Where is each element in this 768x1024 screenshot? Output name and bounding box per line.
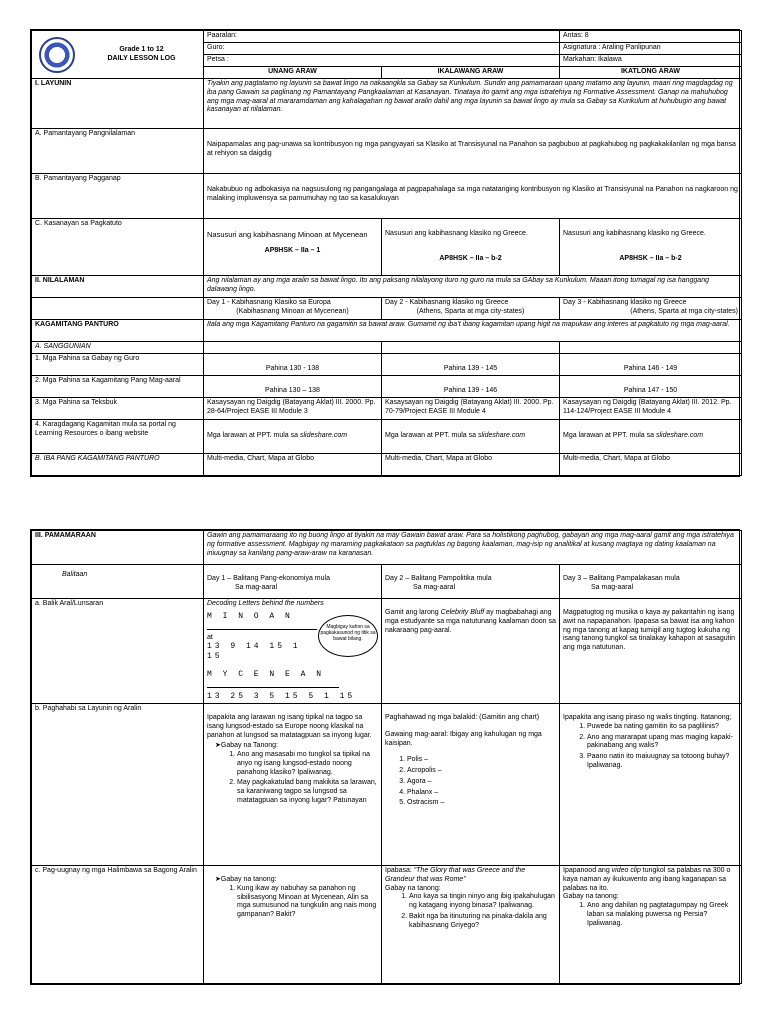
learning-resources-day2: Mga larawan at PPT. mula sa slideshare.com (382, 419, 560, 453)
header-subtitle: DAILY LESSON LOG (107, 54, 176, 62)
lesson-log-table-2 (31, 530, 742, 984)
sanggunian-blank-3 (560, 342, 742, 354)
balik-aral-label: a. Balik Aral/Lunsaran (32, 599, 204, 704)
paghahabi-day2: Paghahawad ng mga balakid: (Gamitin ang chart) Gawaing mag-aaral: Ibigay ang kahulugan ng mga kaisipan. 1. Polis – 2. Acropolis – 3. Agora – 4. Phalanx – 5. Ostracism – (382, 704, 560, 866)
guro-field: Guro: (204, 43, 560, 55)
layunin-text: Tiyakin ang pagtatamo ng layunin sa bawat lingo na nakaangkla sa Gabay sa Kurikulum. Sundin ang pamamaraan upang matamo ang layunin, maari ring magdagdag ng iba pang Gawain sa paglinang ng Pamantayang Pangkaalaman at Kasanayan. Tinataya ito gamit ang mga istratehiya ng Formative Assessment. Ganap na mahuhubog ang mga mag-aaral at mararamdaman ang kahalagahan ng bawat aralin dahil ang mga layunin sa bawat lingo ay mula sa Gabay sa Kurikulum at huhubugin ang bawat kasanayan at nilalaman. (204, 79, 742, 129)
pagkatuto-day2: Nasusuri ang kabihasnang klasiko ng Greece. AP8HSK – IIa – b-2 (382, 219, 560, 276)
deped-seal-icon (39, 37, 75, 73)
teksbuk-day3: Kasaysayan ng Daigdig (Batayang Aklat) III. 2012. Pp. 114-124/Project EASE III Module 4 (560, 397, 742, 419)
balitaan-day2: Day 2 – Balitang Pampolitika mula Sa mag-aaral (382, 565, 560, 599)
pang-nilalaman-text: Naipapamalas ang pag-unawa sa kontribusyon ng mga pangyayari sa Klasiko at Transisyunal na Panahon sa pagbubuo at pagkahubog ng pagkakakilanlan ng mga bansa at rehiyon sa daigdig (204, 129, 742, 174)
kagamitang-mag-aaral-label: 2. Mga Pahina sa Kagamitang Pang Mag-aaral (32, 375, 204, 397)
balik-aral-day1: Decoding Letters behind the numbers Magbigay kahon sa pagkakasunod ng titik sa bawat bilang. M I N O A N at 13 9 14 15 1 15 M Y C E N E A N 13 25 3 5 15 5 1 15 (204, 599, 382, 704)
instruction-oval: Magbigay kahon sa pagkakasunod ng titik sa bawat bilang. (318, 615, 378, 657)
pang-nilalaman-label: A. Pamantayang Pangnilalaman (32, 129, 204, 174)
pamamaraan-text: Gawin ang pamamaraang ito ng buong lingo at tiyakin na may Gawain bawat araw. Para sa holistikong paghubog, gabayan ang mga mag-aaral gamit ang mga istratehiya ng formative assessment. Magbigay ng maraming pagkakataon sa pagtuklas ng bagong kaalaman, mag-isip ng analitikal at kusang magtaya ng dating kaalaman na iniuugnay sa kanilang pang-araw-araw na karanasan. (204, 531, 742, 565)
nilalaman-day1: Day 1 - Kabihasnang Klasiko sa Europa (Kabihasnang Minoan at Mycenean) (204, 298, 382, 320)
pang-pagganap-label: B. Pamantayang Pagganap (32, 174, 204, 219)
petsa-field: Petsa : (204, 55, 560, 67)
balik-aral-day3: Magpatugtog ng musika o kaya ay pakantahin ng isang awit na napapanahon. Ipapasa sa bawat isa ang kahon ng mga tanong at kapag tumigil ang tugtog kukuha ng isang tanong tungkol sa tinalakay kahapon at sasagutin ang mga natutunan. (560, 599, 742, 704)
header-block (32, 31, 204, 79)
pag-uugnay-day3: Ipapanood ang video clip tungkol sa palabas na 300 o kaya naman ay ikukuwento ang ibang kaganapan sa palabas na ito. Gabay na tanong: 1. Ano ang dahilan ng pagtatagumpay ng Greek laban sa malaking puwersa ng Persia? Ipaliwanag. (560, 866, 742, 984)
day2-header: IKALAWANG ARAW (382, 67, 560, 79)
pag-uugnay-day2: Ipabasa: “The Glory that was Greece and the Grandeur that was Rome” Gabay na tanong: 1. Ano kaya sa tingin ninyo ang ibig ipakahulugan ng katagang inyong binasa? Ipaliwanag. 2. Bakit nga ba itinuturing na pinaka-dakila ang kabihasnang Griyego? (382, 866, 560, 984)
nilalaman-day3: Day 3 - Kabihasnang klasiko ng Greece (Athens, Sparta at mga city-states) (560, 298, 742, 320)
nilalaman-blank (32, 298, 204, 320)
pagkatuto-label: C. Kasanayan sa Pagkatuto (32, 219, 204, 276)
layunin-label: I. LAYUNIN (32, 79, 204, 129)
pagkatuto-day1: Nasusuri ang kabihasnang Minoan at Mycenean AP8HSK – IIa – 1 (204, 219, 382, 276)
lesson-log-table-1 (31, 30, 742, 476)
teksbuk-day1: Kasaysayan ng Daigdig (Batayang Aklat) III. 2000. Pp. 28-64/Project EASE III Module 3 (204, 397, 382, 419)
asignatura-field: Asignatura : Araling Panlipunan (560, 43, 742, 55)
learning-resources-day1: Mga larawan at PPT. mula sa slideshare.com (204, 419, 382, 453)
pag-uugnay-day1: ➤ Gabay na tanong: 1. Kung ikaw ay nabuhay sa panahon ng sibilisasyong Minoan at Mycenean, Alin sa mga sumusunod na tungkulin ang nais mong gampanan? Bakit? (204, 866, 382, 984)
gabay-guro-day3: Pahina 146 - 149 (560, 353, 742, 375)
iba-day3: Multi-media, Chart, Mapa at Globo (560, 453, 742, 475)
paghahabi-label: b. Paghahabi sa Layunin ng Aralin (32, 704, 204, 866)
sanggunian-blank-2 (382, 342, 560, 354)
pamamaraan-label: III. PAMAMARAAN (32, 531, 204, 565)
kagamitan-label: KAGAMITANG PANTURO (32, 320, 204, 342)
paghahabi-day3: Ipapakita ang isang piraso ng walis tingting. Itatanong; 1. Puwede ba nating gamitin ito sa paglilinis? 2. Ano ang mararapat upang mas maging kapaki-pakinabang ang walis? 3. Paano natin ito maiuugnay sa totoong buhay? Ipaliwanag. (560, 704, 742, 866)
day3-header: IKATLONG ARAW (560, 67, 742, 79)
teksbuk-day2: Kasaysayan ng Daigdig (Batayang Aklat) III. 2000. Pp. 70-79/Project EASE III Module 4 (382, 397, 560, 419)
gabay-guro-label: 1. Mga Pahina sa Gabay ng Guro (32, 353, 204, 375)
sanggunian-label: A. SANGGUNIAN (32, 342, 204, 354)
balitaan-day1: Day 1 – Balitang Pang-ekonomiya mula Sa mag-aaral (204, 565, 382, 599)
lesson-log-page-1 (30, 29, 740, 477)
gabay-guro-day2: Pahina 139 - 145 (382, 353, 560, 375)
balitaan-day3: Day 3 – Balitang Pampalakasan mula Sa mag-aaral (560, 565, 742, 599)
iba-day2: Multi-media, Chart, Mapa at Globo (382, 453, 560, 475)
pagkatuto-day3: Nasusuri ang kabihasnang klasiko ng Greece. AP8HSK – IIa – b-2 (560, 219, 742, 276)
iba-pang-kagamitan-label: B. IBA PANG KAGAMITANG PANTURO (32, 453, 204, 475)
kagamitang-day3: Pahina 147 - 150 (560, 375, 742, 397)
pag-uugnay-label: c. Pag-uugnay ng mga Halimbawa sa Bagong Aralin (32, 866, 204, 984)
kagamitang-day1: Pahina 130 – 138 (204, 375, 382, 397)
learning-resources-label: 4. Karagdagang Kagamitan mula sa portal ng Learning Resources o ibang website (32, 419, 204, 453)
balitaan-label: Balitaan (32, 565, 204, 599)
nilalaman-day2: Day 2 - Kabihasnang klasiko ng Greece (Athens, Sparta at mga city-states) (382, 298, 560, 320)
nilalaman-text: Ang nilalaman ay ang mga aralin sa bawat lingo. Ito ang paksang nilalayong ituro ng guro na mula sa GAbay sa Kurikulum. Maaari itong tumagal ng isa hanggang dalawang lingo. (204, 276, 742, 298)
paghahabi-day1: Ipapakita ang larawan ng isang tipikal na tagpo sa isang lungsod-estado sa Europe noong klasikal na panahon at lungsod sa matatagpuan sa inyong lugar. ➤ Gabay na Tanong: 1. Ano ang masasabi mo tungkol sa tipikal na anyo ng isang lungsod-estado noong panahong klasiko? Ipaliwanag. 2. May pagkakatulad bang makikita sa larawan, sa karaniwang tagpo sa lungsod sa matatagpuan sa inyong lugar? Patunayan (204, 704, 382, 866)
iba-day1: Multi-media, Chart, Mapa at Globo (204, 453, 382, 475)
kagamitan-text: Itala ang mga Kagamitang Panturo na gagamitin sa bawat araw. Gumamit ng iba’t ibang kagamitan upang higit na mapukaw ang interes at pagkatuto ng mga mag-aaral. (204, 320, 742, 342)
paaralan-field: Paaralan: (204, 31, 560, 43)
kagamitang-day2: Pahina 139 - 146 (382, 375, 560, 397)
balik-aral-day2: Gamit ang larong Celebrity Bluff ay magbabahagi ang mga estudyante sa mga natutunang kaalaman doon sa nakaraang pag-aaral. (382, 599, 560, 704)
antas-field: Antas: 8 (560, 31, 742, 43)
pang-pagganap-text: Nakabubuo ng adbokasiya na nagsusulong ng pangangalaga at pagpapahalaga sa mga natatanging kontribusyon ng Klasiko at Transisyunal na Panahon na nagkaroon ng malaking impluwensya sa pamumuhay ng tao sa kasalukuyan (204, 174, 742, 219)
teksbuk-label: 3. Mga Pahina sa Teksbuk (32, 397, 204, 419)
header-title: Grade 1 to 12 (119, 45, 164, 53)
markahan-field: Markahan: Ikalawa (560, 55, 742, 67)
gabay-guro-day1: Pahina 130 - 138 (204, 353, 382, 375)
sanggunian-blank-1 (204, 342, 382, 354)
nilalaman-label: II. NILALAMAN (32, 276, 204, 298)
day1-header: UNANG ARAW (204, 67, 382, 79)
learning-resources-day3: Mga larawan at PPT. mula sa slideshare.com (560, 419, 742, 453)
lesson-log-page-2 (30, 529, 740, 985)
